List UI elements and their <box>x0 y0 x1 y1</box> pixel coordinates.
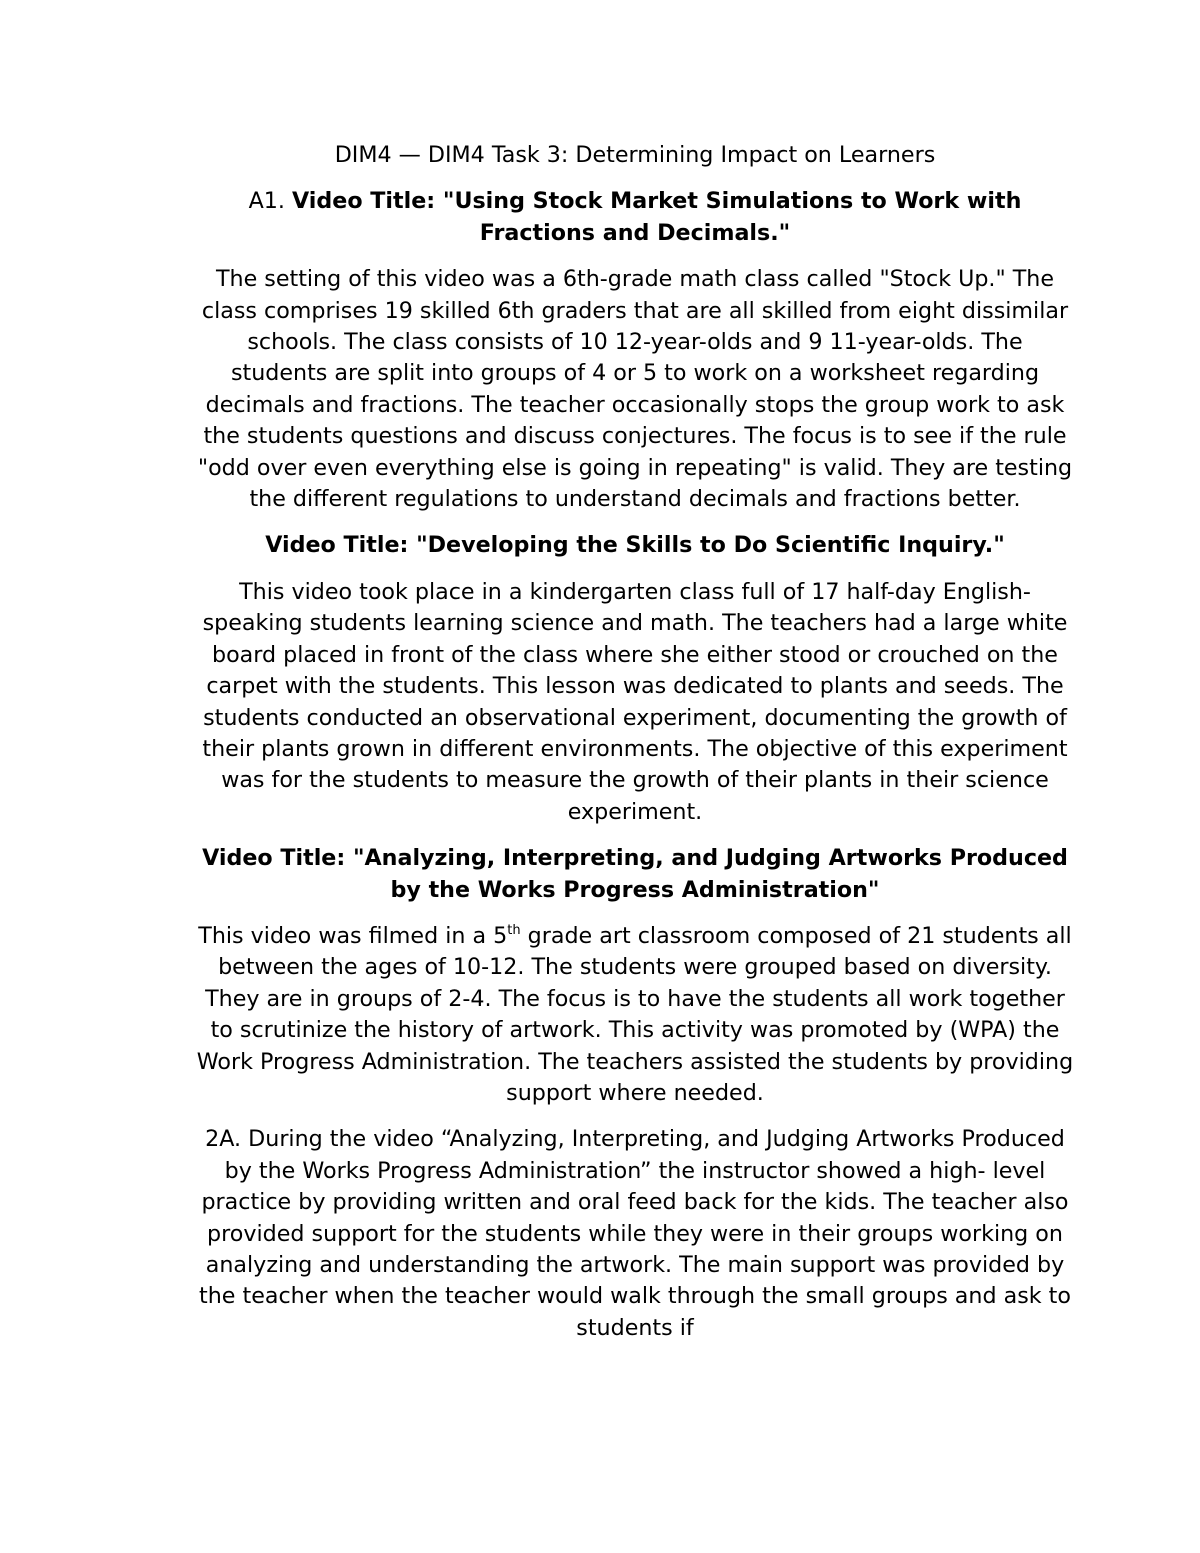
video-3-text-start: This video was filmed in a 5 <box>198 922 508 949</box>
section-a1-label: A1. <box>248 188 293 215</box>
section-2a-paragraph: 2A. During the video “Analyzing, Interpreting, and Judging Artworks Produced by the Works Progress Administration” the instructor showed a high- level practice by providing written and oral feed back for the kids. The teacher also provided support for the students while they were in their groups working on analyzing and understanding the artwork. The main support was provided by the teacher when the teacher would walk through the small groups and ask to students if <box>199 1126 1071 1341</box>
video-1-title: Video Title: "Using Stock Market Simulations to Work with Fractions and Decimals." <box>292 188 1022 246</box>
video-1-heading <box>196 186 1074 249</box>
video-3-title: Video Title: "Analyzing, Interpreting, and Judging Artworks Produced by the Works Progress Administration" <box>202 845 1068 903</box>
video-2-title: Video Title: "Developing the Skills to Do Scientific Inquiry." <box>265 532 1005 559</box>
document-body <box>196 140 1074 1359</box>
video-3-heading <box>196 843 1074 906</box>
video-2-heading <box>196 530 1074 561</box>
video-2-description: This video took place in a kindergarten class full of 17 half-day English-speaking students learning science and math. The teachers had a large white board placed in front of the class where she either stood or crouched on the carpet with the students. This lesson was dedicated to plants and seeds. The students conducted an observational experiment, documenting the growth of their plants grown in different environments. The objective of this experiment was for the students to measure the growth of their plants in their science experiment. <box>202 578 1068 825</box>
ordinal-suffix: th <box>507 922 521 938</box>
document-title: DIM4 — DIM4 Task 3: Determining Impact on Learners <box>334 142 936 168</box>
video-3-text-end: grade art classroom composed of 21 students all between the ages of 10-12. The students were grouped based on diversity. They are in groups of 2-4. The focus is to have the students all work together to scrutinize the history of artwork. This activity was promoted by (WPA) the Work Progress Administration. The teachers assisted the students by providing support where needed. <box>196 922 1074 1106</box>
video-1-description: The setting of this video was a 6th-grade math class called "Stock Up." The class comprises 19 skilled 6th graders that are all skilled from eight dissimilar schools. The class consists of 10 12-year-olds and 9 11-year-olds. The students are split into groups of 4 or 5 to work on a worksheet regarding decimals and fractions. The teacher occasionally stops the group work to ask the students questions and discuss conjectures. The focus is to see if the rule "odd over even everything else is going in repeating" is valid. They are testing the different regulations to understand decimals and fractions better. <box>197 266 1073 513</box>
video-3-description <box>196 921 1074 1109</box>
